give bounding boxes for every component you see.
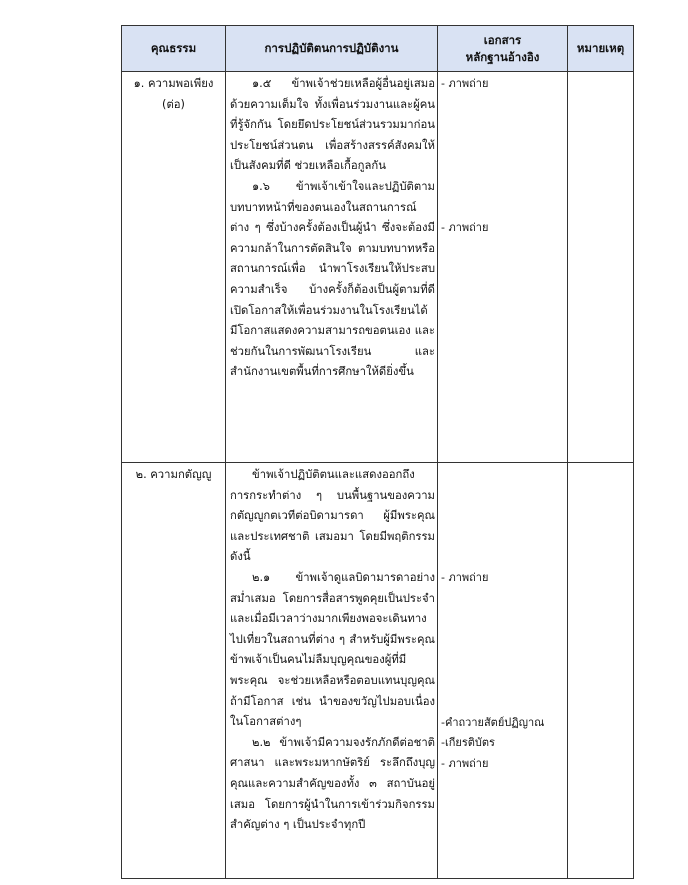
table-row: [122, 72, 634, 463]
practice-paragraph: ๒.๒ ข้าพเจ้ามีความจงรักภักดีต่อชาติ ศาสนา และพระมหากษัตริย์ ระลึกถึงบุญคุณและความสำคัญของทั้ง ๓ สถาบันอยู่เสมอ โดยการผู้นำในการเข้าร่วมกิจกรรมสำคัญต่าง ๆ เป็นประจำทุกปี: [230, 735, 435, 832]
evidence-item: - ภาพถ่าย: [441, 220, 489, 234]
evidence-item: - ภาพถ่าย: [441, 571, 489, 584]
evidence-cell: [438, 72, 568, 463]
evidence-cell: [438, 463, 568, 879]
header-practice: การปฏิบัติตนการปฏิบัติงาน: [226, 26, 438, 72]
evidence-item: -เกียรติบัตร: [441, 736, 495, 750]
header-evidence-line2: หลักฐานอ้างอิง: [465, 49, 540, 64]
practice-paragraph: ข้าพเจ้าปฏิบัติตนและแสดงออกถึงการกระทำต่าง ๆ บนพื้นฐานของความกตัญญูกตเวทีต่อบิดามารดา ผู้มีพระคุณ และประเทศชาติ เสมอมา โดยมีพฤติกรรมดังนี้: [230, 468, 435, 564]
header-evidence: [438, 26, 568, 72]
virtue-cell: ๑. ความพอเพียง (ต่อ): [122, 72, 226, 463]
virtue-cell: ๒. ความกตัญญู: [122, 463, 226, 879]
practice-paragraph: ๑.๕ ข้าพเจ้าช่วยเหลือผู้อื่นอยู่เสมอด้วยความเต็มใจ ทั้งเพื่อนร่วมงานและผู้คนที่รู้จักกัน โดยยึดประโยชน์ส่วนรวมมาก่อนประโยชน์ส่วนตน เพื่อสร้างสรรค์สังคมให้เป็นสังคมที่ดี ช่วยเหลือเกื้อกูลกัน: [230, 77, 435, 173]
table-header-row: [122, 26, 634, 72]
evidence-item: - ภาพถ่าย: [441, 77, 489, 90]
header-evidence-line1: เอกสาร: [483, 32, 522, 47]
table-row: [122, 463, 634, 879]
evidence-item: - ภาพถ่าย: [441, 756, 489, 770]
note-cell: [568, 72, 634, 463]
practice-cell: [226, 463, 438, 879]
practice-cell: [226, 72, 438, 463]
evidence-item: -คำถวายสัตย์ปฏิญาณ: [441, 715, 545, 729]
practice-paragraph: ๑.๖ ข้าพเจ้าเข้าใจและปฏิบัติตามบทบาทหน้าที่ของตนเองในสถานการณ์ต่าง ๆ ซึ่งบ้างครั้งต้องเป็นผู้นำ ซึ่งจะต้องมีความกล้าในการตัดสินใจ ตามบทบาทหรือสถานการณ์เพื่อ นำพาโรงเรียนให้ประสบความสำเร็จ บ้างครั้งก็ต้องเป็นผู้ตามที่ดี เปิดโอกาสให้เพื่อนร่วมงานในโรงเรียนได้มีโอกาสแสดงความสามารถขอตนเอง และช่วยกันในการพัฒนาโรงเรียน และสำนักงานเขตพื้นที่การศึกษาให้ดียิ่งขึ้น: [230, 179, 435, 379]
header-note: หมายเหตุ: [568, 26, 634, 72]
practice-paragraph: ๒.๑ ข้าพเจ้าดูแลบิดามารดาอย่างสม่ำเสมอ โดยการสื่อสารพูดคุยเป็นประจำ และเมื่อมีเวลาว่างมากเพียงพอจะเดินทางไปเที่ยวในสถานที่ต่าง ๆ สำหรับผู้มีพระคุณ ข้าพเจ้าเป็นคนไม่ลืมบุญคุณของผู้ที่มีพระคุณ จะช่วยเหลือหรือตอบแทนบุญคุณถ้ามีโอกาส เช่น นำของขวัญไปมอบเนื่องในโอกาสต่างๆ: [230, 570, 435, 729]
note-cell: [568, 463, 634, 879]
virtue-practice-table: [121, 25, 634, 879]
header-virtue: คุณธรรม: [122, 26, 226, 72]
